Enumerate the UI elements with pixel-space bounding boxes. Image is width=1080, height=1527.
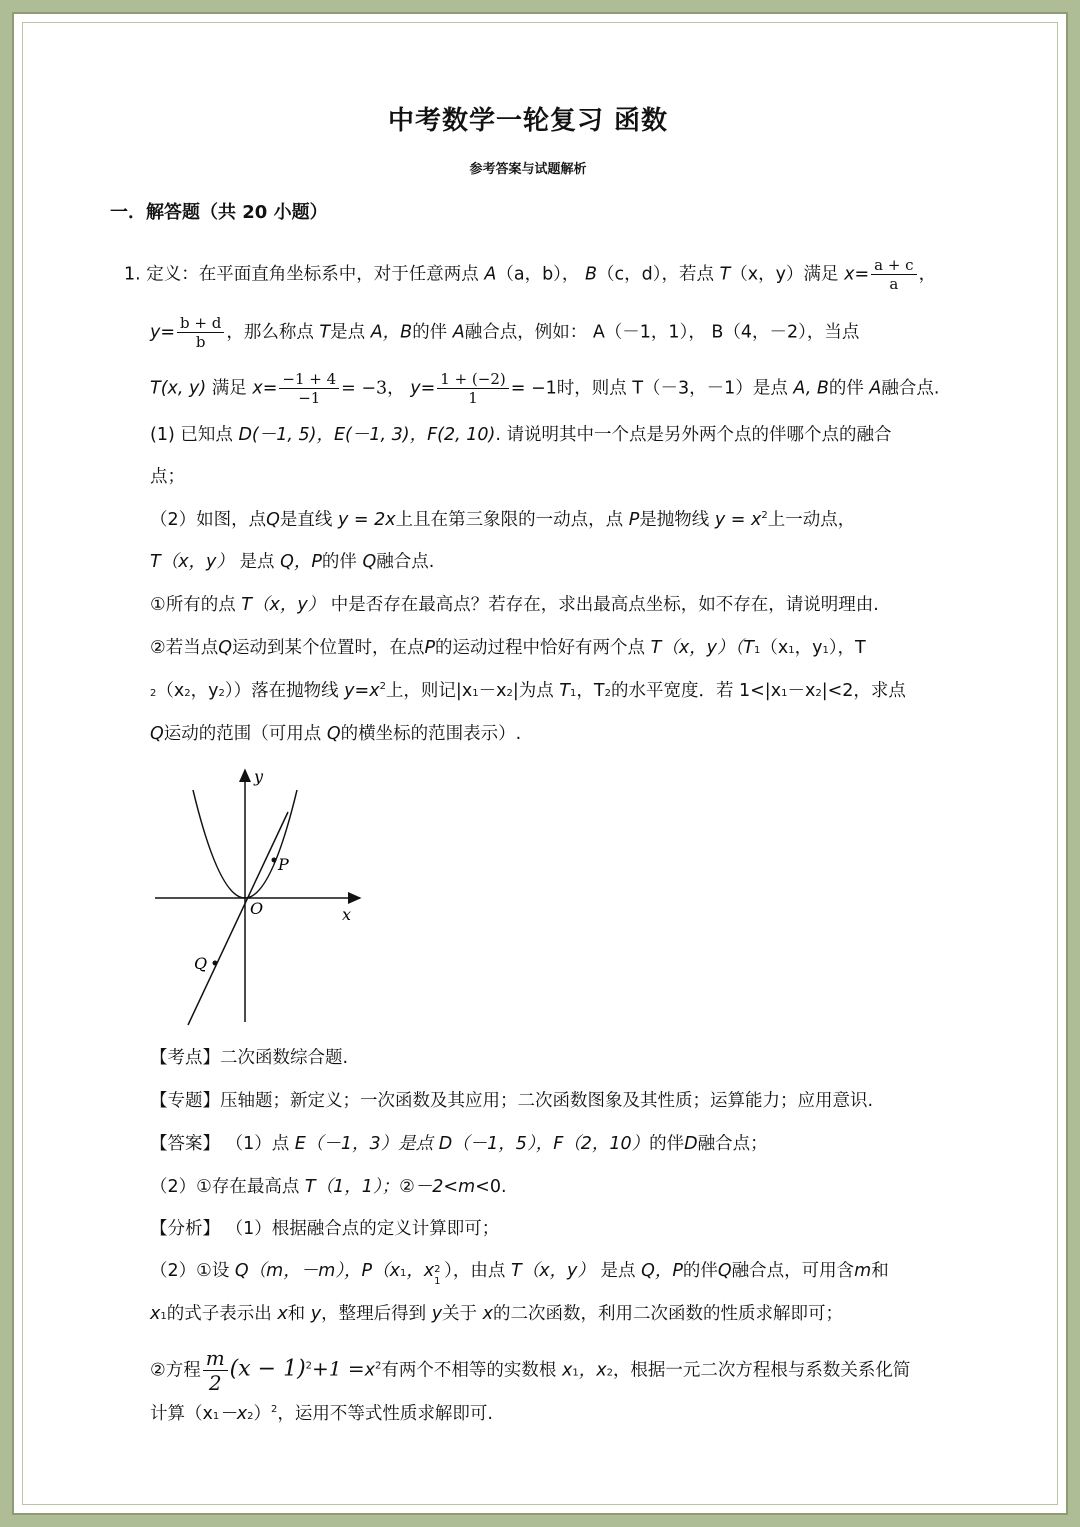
kaodian-tag: 【考点】 bbox=[150, 1048, 220, 1068]
fenxi-line-3: x1的式子表示出 x和 y，整理后得到 y关于 x的二次函数，利用二次函数的性质求解即可； bbox=[150, 1304, 843, 1324]
q1-line-3: T(x, y) 满足 x= $\frac{-1 + 4}{-1}$ = −3， y= $\frac{1 + (-2)}{1}$ = −1时，则点 T（－3，－1）是点 A, B的伴 A融合点. bbox=[150, 370, 940, 407]
q1-sub-2-cont: 2（x2，y2））落在抛物线 $y=x^2$上，则记|x1－x2|为点 T1，T2的水平宽度．若 1<|x1－x2|<2，求点 bbox=[150, 681, 906, 701]
section-heading: 一．解答题（共 20 小题） bbox=[110, 202, 328, 223]
fenxi-tag: 【分析】 bbox=[150, 1219, 220, 1239]
daan-line-2: （2）①存在最高点 T（1，1）；②－2<m<0. bbox=[150, 1177, 507, 1197]
q1-sub-1: ①所有的点 T（x，y） 中是否存在最高点？若存在，求出最高点坐标，如不存在，请说明理由. bbox=[150, 595, 879, 615]
y-axis-label: y bbox=[254, 767, 264, 786]
q1-sub-2-end: Q运动的范围（可用点 Q的横坐标的范围表示）. bbox=[150, 724, 522, 744]
q1-sub-2: ②若当点Q运动到某个位置时，在点P的运动过程中恰好有两个点 T（x，y）（T1（x1，y1），T bbox=[150, 638, 866, 658]
q1-part-2-cont: T（x，y） 是点 Q，P的伴 Q融合点. bbox=[150, 552, 435, 572]
fraction: $\frac{a + c}{a}$ bbox=[871, 256, 916, 293]
origin-label: O bbox=[250, 899, 264, 918]
fraction: $\frac{m}{2}$ bbox=[203, 1346, 228, 1395]
page-subtitle: 参考答案与试题解析 bbox=[469, 162, 587, 177]
q1-text: 定义：在平面直角坐标系中，对于任意两点 bbox=[146, 264, 479, 285]
point-q-label: Q bbox=[194, 954, 208, 973]
fraction: $\frac{b + d}{b}$ bbox=[177, 314, 224, 351]
fenxi-line-2: （2）①设 Q（m，－m），P（x1，x 2 1 ），由点 T（x，y） 是点 Q，P的伴Q融合点，可用含m和 bbox=[150, 1261, 889, 1287]
kaodian-line: 【考点】二次函数综合题. bbox=[150, 1048, 349, 1068]
fraction: $\frac{-1 + 4}{-1}$ bbox=[279, 370, 339, 407]
q1-part-1-cont: 点； bbox=[150, 467, 185, 487]
point-p-label: P bbox=[278, 855, 289, 874]
q1-line-1: 1. 定义：在平面直角坐标系中，对于任意两点 A（a，b）， B（c，d），若点 T（x，y）满足 x= $\frac{a + c}{a}$ ， bbox=[124, 256, 937, 293]
point-q bbox=[213, 961, 218, 966]
fenxi-line-4: ②方程 $\frac{m}{2}$ $(x - 1)^2+1 =x^2$有两个不相等的实数根 x1，x2，根据一元二次方程根与系数关系化简 bbox=[150, 1346, 911, 1395]
daan-tag: 【答案】 bbox=[150, 1134, 220, 1154]
q1-part-1: (1) 已知点 D(－1, 5)，E(－1, 3)，F(2, 10). 请说明其中一个点是另外两个点的伴哪个点的融合 bbox=[150, 425, 892, 445]
point-p bbox=[272, 858, 277, 863]
fraction: $\frac{1 + (-2)}{1}$ bbox=[437, 370, 508, 407]
daan-line-1: 【答案】 （1）点 E（－1，3）是点 D（－1，5），F（2，10）的伴D融合点； bbox=[150, 1134, 768, 1154]
fenxi-line-1: 【分析】 （1）根据融合点的定义计算即可； bbox=[150, 1219, 500, 1239]
page-title: 中考数学一轮复习 函数 bbox=[387, 106, 669, 136]
zhuanti-line: 【专题】压轴题；新定义；一次函数及其应用；二次函数图象及其性质；运算能力；应用意识. bbox=[150, 1091, 874, 1111]
zhuanti-tag: 【专题】 bbox=[150, 1091, 220, 1111]
q1-line-2: y= $\frac{b + d}{b}$ ，那么称点 T是点 A，B的伴 A融合点，例如： A（－1，1）， B（4，－2），当点 bbox=[150, 314, 860, 351]
q1-part-2: （2）如图，点Q是直线 y = 2x上且在第三象限的一动点，点 P是抛物线 $y = x^2$上一动点， bbox=[150, 510, 856, 530]
x-axis-label: x bbox=[342, 905, 352, 924]
function-graph-figure bbox=[150, 760, 370, 1030]
q1-number: 1. bbox=[124, 264, 141, 285]
fenxi-line-5: 计算$(x1-x2)^2$，运用不等式性质求解即可. bbox=[150, 1404, 493, 1424]
line-y-2x bbox=[188, 812, 288, 1025]
